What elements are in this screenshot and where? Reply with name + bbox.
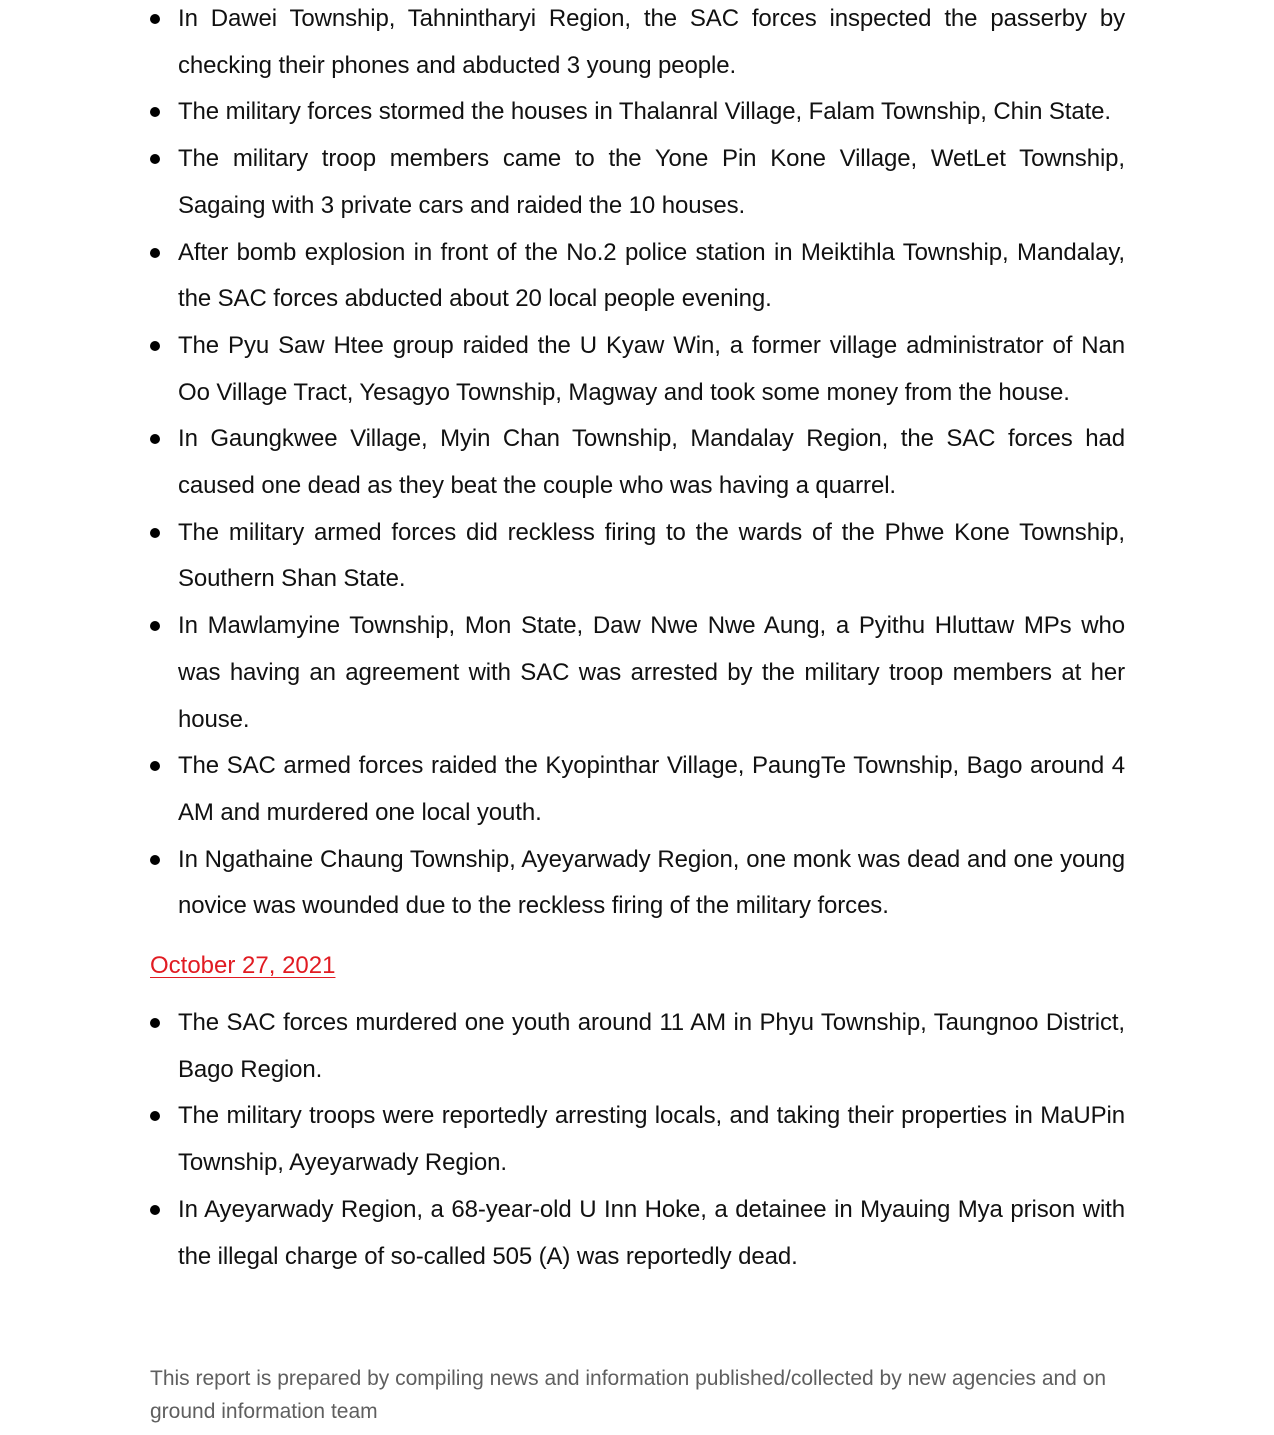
list-item: The military armed forces did reckless firing to the wards of the Phwe Kone Township, Southern Shan State. xyxy=(150,510,1125,603)
list-item: The SAC forces murdered one youth around 11 AM in Phyu Township, Taungnoo District, Bago Region. xyxy=(150,1000,1125,1093)
list-item: The military forces stormed the houses in Thalanral Village, Falam Township, Chin State. xyxy=(150,89,1125,136)
list-item: The SAC armed forces raided the Kyopinthar Village, PaungTe Township, Bago around 4 AM and murdered one local youth. xyxy=(150,743,1125,836)
list-item: In Gaungkwee Village, Myin Chan Township, Mandalay Region, the SAC forces had caused one dead as they beat the couple who was having a quarrel. xyxy=(150,416,1125,509)
list-item: The military troop members came to the Yone Pin Kone Village, WetLet Township, Sagaing with 3 private cars and raided the 10 houses. xyxy=(150,136,1125,229)
incident-list-october-27 xyxy=(150,1000,1125,1280)
report-source-note: This report is prepared by compiling news and information published/collected by new agencies and on ground information team xyxy=(150,1367,1107,1423)
list-item: After bomb explosion in front of the No.2 police station in Meiktihla Township, Mandalay, the SAC forces abducted about 20 local people evening. xyxy=(150,230,1125,323)
list-item: The military troops were reportedly arresting locals, and taking their properties in MaUPin Township, Ayeyarwady Region. xyxy=(150,1093,1125,1186)
list-item: In Ngathaine Chaung Township, Ayeyarwady Region, one monk was dead and one young novice was wounded due to the reckless firing of the military forces. xyxy=(150,837,1125,930)
list-item: The Pyu Saw Htee group raided the U Kyaw Win, a former village administrator of Nan Oo Village Tract, Yesagyo Township, Magway and took some money from the house. xyxy=(150,323,1125,416)
incident-list-previous-day xyxy=(150,0,1125,930)
date-heading: October 27, 2021 xyxy=(150,952,336,979)
list-item: In Ayeyarwady Region, a 68-year-old U Inn Hoke, a detainee in Myauing Mya prison with the illegal charge of so-called 505 (A) was reportedly dead. xyxy=(150,1187,1125,1280)
list-item: In Dawei Township, Tahnintharyi Region, the SAC forces inspected the passerby by checking their phones and abducted 3 young people. xyxy=(150,0,1125,89)
list-item: In Mawlamyine Township, Mon State, Daw Nwe Nwe Aung, a Pyithu Hluttaw MPs who was having an agreement with SAC was arrested by the military troop members at her house. xyxy=(150,603,1125,743)
